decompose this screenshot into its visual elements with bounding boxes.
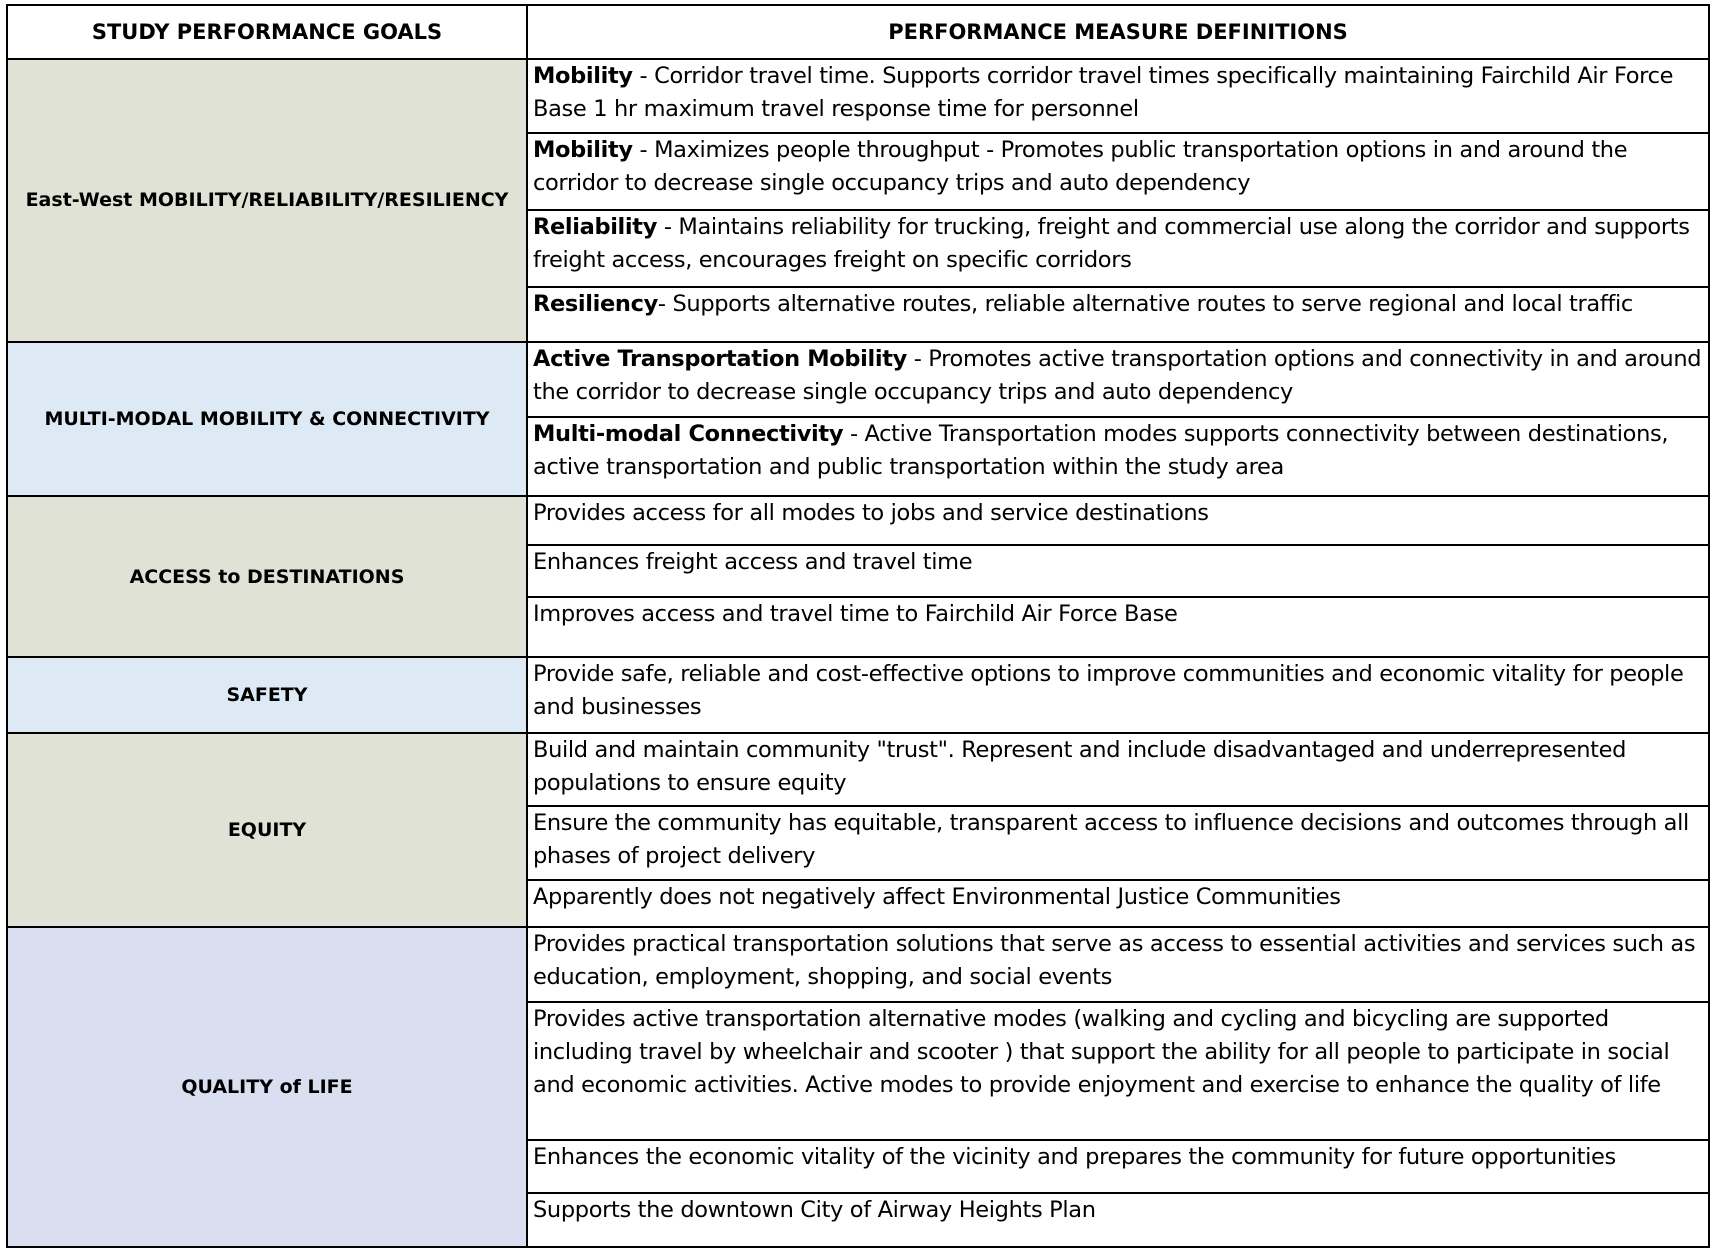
definition-text: Supports the downtown City of Airway Heights Plan: [533, 1196, 1096, 1223]
definition-term: Mobility: [533, 136, 633, 163]
definition-text: - Supports alternative routes, reliable alternative routes to serve regional and local traffic: [657, 291, 1633, 318]
goal-east-west-mobility: East-West MOBILITY/RELIABILITY/RESILIENCY: [7, 59, 527, 342]
definition-cell: [527, 1002, 1709, 1140]
definition-text: Apparently does not negatively affect Environmental Justice Communities: [533, 883, 1341, 910]
definition-cell: [527, 342, 1709, 418]
definition-text: Improves access and travel time to Fairchild Air Force Base: [533, 601, 1178, 628]
table-row: [7, 657, 1709, 733]
definition-text: Provide safe, reliable and cost-effective options to improve communities and economic vitality for people and businesses: [533, 660, 1684, 720]
definition-cell: [527, 59, 1709, 133]
performance-goals-table: [6, 4, 1710, 1248]
definition-cell: [527, 597, 1709, 657]
definition-cell: [527, 287, 1709, 341]
definition-text: - Maximizes people throughput - Promotes public transportation options in and around the corridor to decrease single occupancy trips and auto dependency: [533, 136, 1628, 196]
definition-cell: [527, 133, 1709, 210]
definition-term: Resiliency: [533, 291, 658, 318]
definition-text: - Active Transportation modes supports connectivity between destinations, active transportation and public transportation within the study area: [533, 421, 1669, 481]
definition-cell: [527, 210, 1709, 288]
definition-term: Reliability: [533, 213, 658, 240]
definition-text: Enhances the economic vitality of the vicinity and prepares the community for future opportunities: [533, 1143, 1616, 1170]
definition-text: Provides access for all modes to jobs and service destinations: [533, 500, 1209, 527]
definition-cell: [527, 417, 1709, 496]
goal-quality-of-life: QUALITY of LIFE: [7, 927, 527, 1247]
table-row: [7, 342, 1709, 418]
goal-safety: SAFETY: [7, 657, 527, 733]
header-goals: STUDY PERFORMANCE GOALS: [7, 5, 527, 59]
goal-multimodal-connectivity: MULTI-MODAL MOBILITY & CONNECTIVITY: [7, 342, 527, 497]
definition-text: Provides practical transportation solutions that serve as access to essential activities and services such as education, employment, shopping, and social events: [533, 931, 1696, 991]
goal-equity: EQUITY: [7, 733, 527, 928]
definition-term: Active Transportation Mobility: [533, 345, 907, 372]
definition-cell: [527, 880, 1709, 928]
definition-cell: [527, 496, 1709, 545]
definition-text: Build and maintain community "trust". Represent and include disadvantaged and underrepresented populations to ensure equity: [533, 736, 1627, 796]
definition-text: Ensure the community has equitable, transparent access to influence decisions and outcomes through all phases of project delivery: [533, 810, 1689, 870]
definition-text: - Maintains reliability for trucking, freight and commercial use along the corridor and supports freight access, encourages freight on specific corridors: [533, 213, 1690, 273]
definition-text: - Promotes active transportation options and connectivity in and around the corridor to decrease single occupancy trips and auto dependency: [533, 345, 1702, 405]
definition-text: - Corridor travel time. Supports corridor travel times specifically maintaining Fairchild Air Force Base 1 hr maximum travel response time for personnel: [533, 63, 1674, 122]
definition-term: Multi-modal Connectivity: [533, 421, 844, 448]
definition-term: Mobility: [533, 63, 633, 89]
definition-cell: [527, 657, 1709, 733]
definition-cell: [527, 1140, 1709, 1193]
definition-cell: [527, 545, 1709, 597]
definition-text: Provides active transportation alternative modes (walking and cycling and bicycling are supported including travel by wheelchair and scooter ) that support the ability for all people to participate in social and economic activities. Active modes to provide enjoyment and exercise to enhance the quality of life: [533, 1006, 1670, 1099]
definition-cell: [527, 927, 1709, 1002]
table-row: [7, 496, 1709, 545]
definition-cell: [527, 1193, 1709, 1247]
header-row: [7, 5, 1709, 59]
definition-cell: [527, 806, 1709, 880]
table-row: [7, 733, 1709, 807]
table-row: [7, 59, 1709, 133]
table-row: [7, 927, 1709, 1002]
header-definitions: PERFORMANCE MEASURE DEFINITIONS: [527, 5, 1709, 59]
definition-text: Enhances freight access and travel time: [533, 549, 973, 576]
table-body: [7, 59, 1709, 1247]
goal-access-to-destinations: ACCESS to DESTINATIONS: [7, 496, 527, 656]
definition-cell: [527, 733, 1709, 807]
